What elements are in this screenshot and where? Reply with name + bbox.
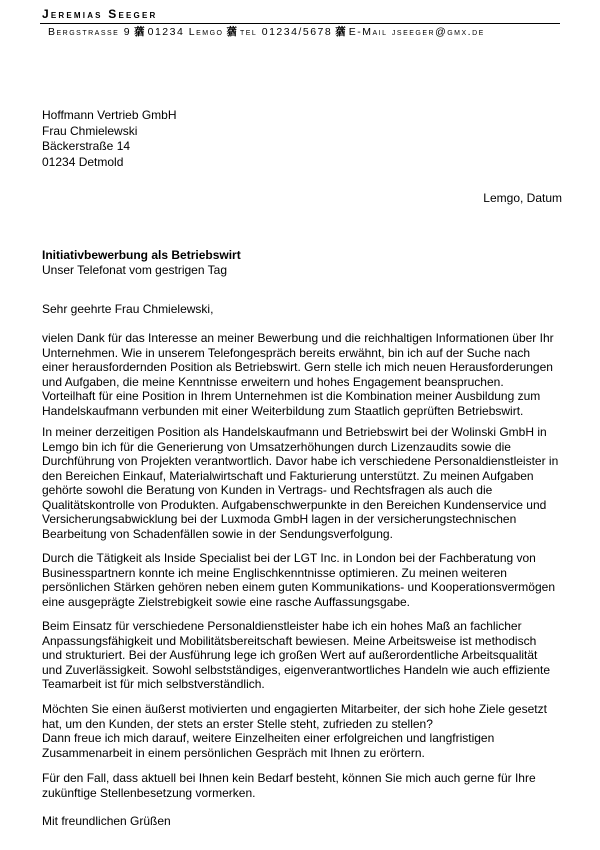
paragraph-line: Für den Fall, dass aktuell bei Ihnen kein Bedarf besteht, können Sie mich auch gerne für Ihre (42, 771, 536, 785)
paragraph-line: zukünftige Stellenbesetzung vormerken. (42, 785, 256, 800)
paragraph-line: Beim Einsatz für verschiedene Personaldienstleister habe ich ein hohes Maß an fachlicher (42, 619, 522, 633)
paragraph-line: Versicherungsabwicklung bei der Luxmoda GmbH lagen in der versicherungstechnischen (42, 512, 517, 526)
recipient-person: Frau Chmielewski (42, 123, 138, 138)
body-paragraph (42, 425, 572, 541)
separator-icon: 蕕 (335, 26, 346, 38)
paragraph-line: Dann freue ich mich darauf, weitere Einzelheiten einer erfolgreichen und langfristigen (42, 731, 495, 745)
paragraph-line: und Aufgaben, die meine Kenntnisse erweitern und hohes Engagement beanspruchen. (42, 374, 504, 389)
sender-street: Bergstrasse 9 (48, 26, 132, 38)
recipient-street: Bäckerstraße 14 (42, 139, 131, 153)
recipient-city: 01234 Detmold (42, 154, 124, 169)
sender-name: Jeremias Seeger (42, 7, 158, 21)
paragraph-line: persönlichen Stärken gehören neben einem guten Kommunikations- und Kooperationsvermögen (42, 580, 555, 594)
paragraph-line: Durch die Tätigkeit als Inside Specialist bei der LGT Inc. in London bei der Fachberatung von (42, 551, 536, 565)
paragraph-line: hat, um den Kunden, der stets an erster Stelle steht, zufrieden zu stellen? (42, 716, 433, 731)
paragraph-line: In meiner derzeitigen Position als Handelskaufmann und Betriebswirt bei der Wolinski GmbH in (42, 425, 547, 439)
header-divider (40, 23, 560, 24)
recipient-address (42, 108, 177, 170)
paragraph-line: und Zuverlässigkeit. Sowohl selbstständiges, eigenverantwortliches Handeln wie auch effiziente (42, 662, 551, 677)
salutation: Sehr geehrte Frau Chmielewski, (42, 302, 214, 316)
body-paragraph (42, 619, 572, 692)
paragraph-line: Teamarbeit ist für mich selbstverständlich. (42, 677, 265, 691)
recipient-company: Hoffmann Vertrieb GmbH (42, 108, 177, 122)
paragraph-line: einer herausfordernden Position als Betriebswirt. Gern stelle ich mich neuen Herausforderungen (42, 360, 553, 374)
separator-icon: 蕕 (134, 26, 145, 38)
paragraph-line: Unternehmen. Wie in unserem Telefongespräch bereits erwähnt, bin ich auf der Suche nach (42, 345, 531, 360)
place-date: Lemgo, Datum (483, 191, 562, 205)
paragraph-line: Möchten Sie einen äußerst motivierten und engagierten Mitarbeiter, der sich hohe Ziele gesetzt (42, 702, 547, 716)
paragraph-line: Lemgo bin ich für die Generierung von Umsatzerhöhungen durch Lizenzaudits sowie die (42, 439, 511, 454)
subject-reference: Unser Telefonat vom gestrigen Tag (42, 262, 227, 277)
paragraph-line: Qualitätskontrolle von Produkten. Aufgabenschwerpunkte in den Bereichen Kundenservice und (42, 497, 547, 512)
phone-label: tel (239, 26, 258, 38)
paragraph-line: und strukturiert. Bei der Ausführung lege ich großen Wert auf außerordentliche Arbeitsqualität (42, 648, 538, 662)
body-paragraph (42, 771, 572, 800)
sender-phone: 01234/5678 (261, 26, 333, 38)
paragraph-line: Anpassungsfähigkeit und Mobilitätsbereitschaft bewiesen. Meine Arbeitsweise ist methodisch (42, 633, 537, 648)
paragraph-line: eine ausgeprägte Zielstrebigkeit sowie eine rasche Auffassungsgabe. (42, 594, 411, 609)
body-paragraph (42, 331, 572, 418)
paragraph-line: Handelskaufmann verbunden mit einer Weiterbildung zum Staatlich geprüften Betriebswirt. (42, 403, 524, 418)
paragraph-line: Zusammenarbeit in einem persönlichen Gespräch mit Ihnen zu erörtern. (42, 745, 425, 760)
paragraph-line: gehörte sowohl die Beratung von Kunden in Vertrags- und Rechtsfragen als auch die (42, 483, 493, 497)
paragraph-line: Durchführung von Projekten verantwortlich. Davor habe ich verschiedene Personaldienstleister in (42, 454, 559, 468)
paragraph-line: vielen Dank für das Interesse an meiner Bewerbung und die reichhaltigen Informationen über Ihr (42, 331, 554, 345)
sender-contact-line (48, 26, 485, 39)
separator-icon: 蕕 (226, 26, 237, 38)
subject-title: Initiativbewerbung als Betriebswirt (42, 248, 241, 262)
sender-city: 01234 Lemgo (147, 26, 224, 38)
paragraph-line: den Bereichen Einkauf, Materialwirtschaft und Fakturierung unterstützt. Zu meinen Aufgaben (42, 468, 534, 483)
paragraph-line: Vorteilhaft für eine Position in Ihrem Unternehmen ist die Kombination meiner Ausbildung zum (42, 389, 541, 403)
sender-email: jseeger@gmx.de (391, 26, 485, 38)
body-paragraph (42, 702, 572, 760)
subject-block (42, 248, 241, 277)
paragraph-line: Bearbeitung von Schadenfällen sowie in der Sendungsverfolgung. (42, 526, 393, 541)
body-paragraph (42, 551, 572, 609)
closing: Mit freundlichen Grüßen (42, 814, 171, 828)
email-label: E-Mail (348, 26, 388, 38)
paragraph-line: Businesspartnern konnte ich meine Englischkenntnisse optimieren. Zu meinen weiteren (42, 565, 507, 580)
